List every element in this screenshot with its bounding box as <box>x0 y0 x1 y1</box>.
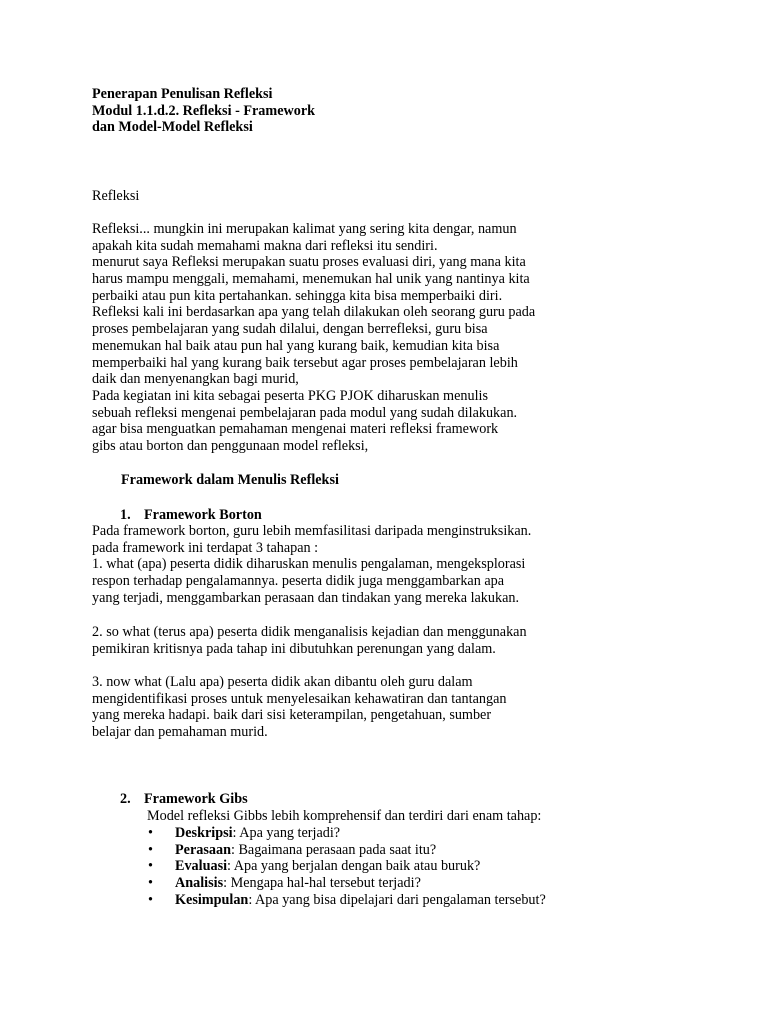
list-item <box>147 858 747 875</box>
borton-step-2 <box>92 624 752 657</box>
intro-line: memperbaiki hal yang kurang baik tersebut agar proses pembelajaran lebih <box>92 354 518 371</box>
gibs-intro <box>147 808 768 825</box>
stage-text: : Apa yang terjadi? <box>232 825 341 841</box>
stage-term: Deskripsi <box>175 825 233 841</box>
bullet-icon: • <box>148 841 153 858</box>
borton-step3-line: belajar dan pemahaman murid. <box>92 724 268 741</box>
borton-step2-line: 2. so what (terus apa) peserta didik menganalisis kejadian dan menggunakan <box>92 624 527 640</box>
stage-term: Evaluasi <box>175 858 228 875</box>
section-label <box>92 188 752 205</box>
borton-line: 1. what (apa) peserta didik diharuskan menulis pengalaman, mengeksplorasi <box>92 556 526 573</box>
framework-heading <box>121 472 768 489</box>
stage-text: : Bagaimana perasaan pada saat itu? <box>230 841 437 858</box>
intro-line: agar bisa menguatkan pemahaman mengenai materi refleksi framework <box>92 421 499 438</box>
intro-line: gibs atau borton dan penggunaan model refleksi, <box>92 437 369 454</box>
list-item <box>147 842 747 859</box>
bullet-icon: • <box>148 875 153 892</box>
borton-line: pada framework ini terdapat 3 tahapan : <box>92 539 319 556</box>
borton-step3-line: 3. now what (Lalu apa) peserta didik akan dibantu oleh guru dalam <box>92 674 473 690</box>
intro-line: Pada kegiatan ini kita sebagai peserta PKG PJOK diharuskan menulis <box>92 387 488 404</box>
framework-heading-text: Framework dalam Menulis Refleksi <box>121 472 339 488</box>
borton-heading <box>120 507 768 524</box>
intro-line: sebuah refleksi mengenai pembelajaran pada modul yang sudah dilakukan. <box>92 404 518 421</box>
title-line-2: Modul 1.1.d.2. Refleksi - Framework <box>92 102 316 119</box>
intro-paragraph <box>92 221 752 455</box>
borton-line: Pada framework borton, guru lebih memfasilitasi daripada menginstruksikan. <box>92 523 532 539</box>
gibs-intro-text: Model refleksi Gibbs lebih komprehensif dan terdiri dari enam tahap: <box>147 808 542 824</box>
stage-text: : Apa yang berjalan dengan baik atau buruk? <box>227 858 481 875</box>
stage-text: : Mengapa hal-hal tersebut terjadi? <box>223 875 421 892</box>
bullet-icon: • <box>148 825 153 841</box>
borton-step2-line: pemikiran kritisnya pada tahap ini dibutuhkan perenungan yang dalam. <box>92 640 496 657</box>
intro-line: daik dan menyenangkan bagi murid, <box>92 371 299 388</box>
title-line-3: dan Model-Model Refleksi <box>92 119 253 136</box>
bullet-icon: • <box>148 891 153 908</box>
borton-step3-line: yang mereka hadapi. baik dari sisi keterampilan, pengetahuan, sumber <box>92 707 492 724</box>
list-item <box>147 875 747 892</box>
bullet-icon: • <box>148 858 153 875</box>
gibs-number: 2. <box>120 791 131 807</box>
intro-line: menurut saya Refleksi merupakan suatu proses evaluasi diri, yang mana kita <box>92 254 526 271</box>
intro-line: proses pembelajaran yang sudah dilalui, dengan berrefleksi, guru bisa <box>92 321 488 338</box>
section-label-text: Refleksi <box>92 188 140 204</box>
borton-body <box>92 523 752 606</box>
borton-step-3 <box>92 674 752 741</box>
list-item <box>147 825 747 842</box>
borton-line: yang terjadi, menggambarkan perasaan dan tindakan yang mereka lakukan. <box>92 589 520 606</box>
intro-line: harus mampu menggali, memahami, menemukan hal unik yang nantinya kita <box>92 271 530 288</box>
stage-text: : Apa yang bisa dipelajari dari pengalaman tersebut? <box>248 891 546 908</box>
document-title <box>92 86 752 136</box>
intro-line: menemukan hal baik atau pun hal yang kurang baik, kemudian kita bisa <box>92 337 500 354</box>
gibs-heading-text: Framework Gibs <box>144 791 248 807</box>
intro-line: apakah kita sudah memahami makna dari refleksi itu sendiri. <box>92 237 438 254</box>
borton-heading-text: Framework Borton <box>144 507 262 523</box>
stage-term: Analisis <box>175 875 224 892</box>
intro-line: Refleksi kali ini berdasarkan apa yang telah dilakukan oleh seorang guru pada <box>92 304 536 321</box>
gibs-stage-list <box>147 825 747 908</box>
gibs-heading <box>120 791 768 808</box>
stage-term: Kesimpulan <box>175 891 249 908</box>
stage-term: Perasaan <box>175 841 231 858</box>
intro-line: perbaiki atau pun kita pertahankan. sehingga kita bisa memperbaiki diri. <box>92 287 503 304</box>
title-line-1: Penerapan Penulisan Refleksi <box>92 86 273 102</box>
borton-line: respon terhadap pengalamannya. peserta didik juga menggambarkan apa <box>92 573 505 590</box>
list-item <box>147 892 747 909</box>
intro-line: Refleksi... mungkin ini merupakan kalimat yang sering kita dengar, namun <box>92 221 517 237</box>
borton-step3-line: mengidentifikasi proses untuk menyelesaikan kehawatiran dan tantangan <box>92 690 507 707</box>
borton-number: 1. <box>120 507 131 523</box>
